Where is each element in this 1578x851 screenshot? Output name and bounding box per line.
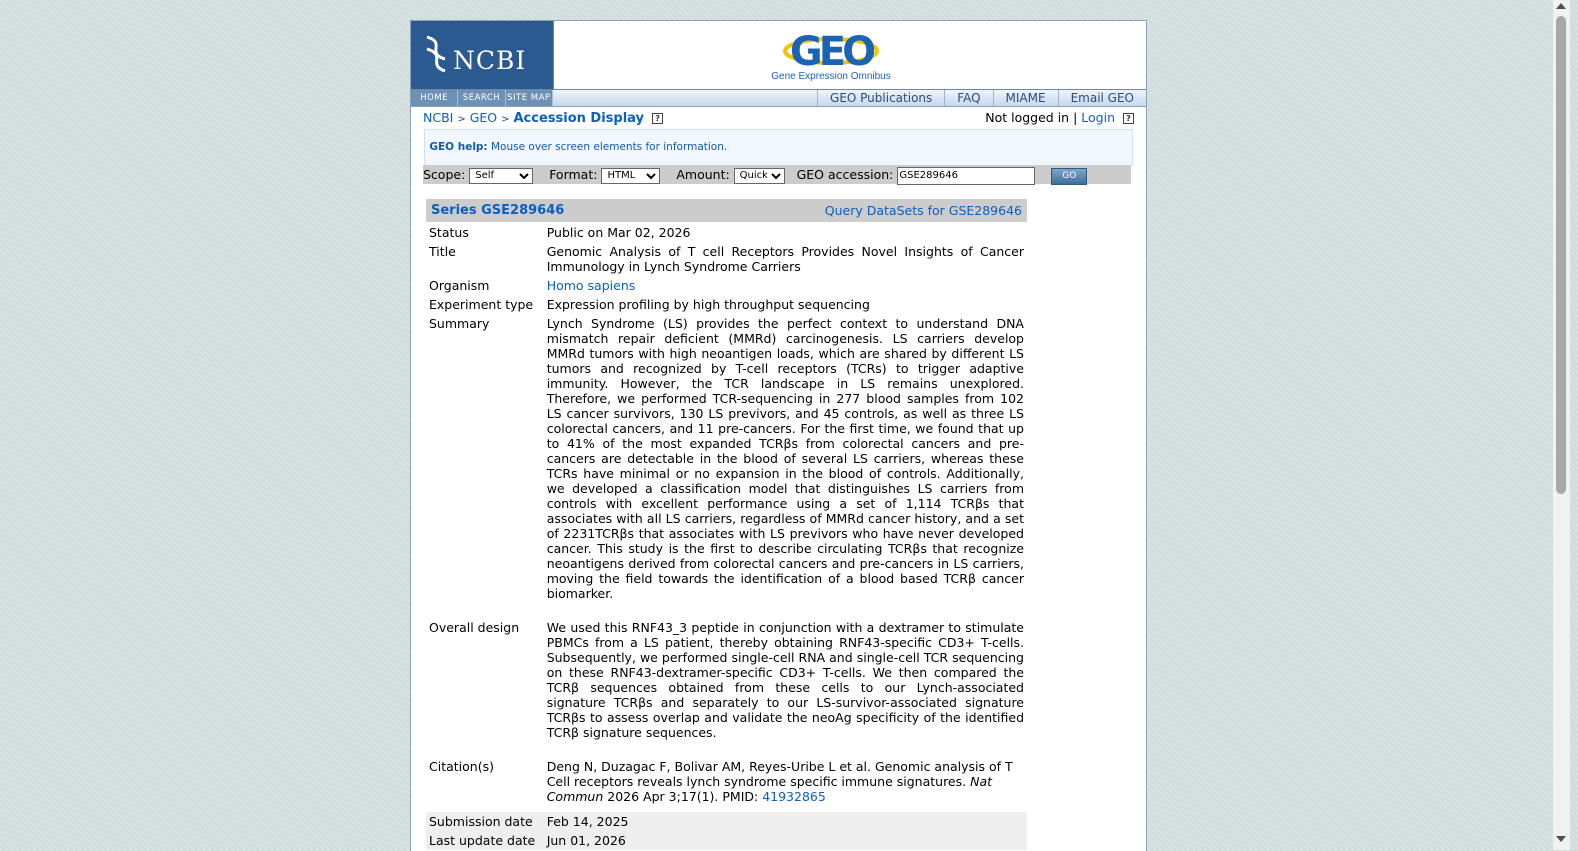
status-key: Status (429, 225, 469, 240)
go-button[interactable]: GO (1051, 168, 1087, 185)
login-area (985, 110, 1134, 125)
nav-home[interactable]: HOME (411, 90, 458, 106)
nav-site-map[interactable]: SITE MAP (506, 90, 553, 106)
geo-help-box (424, 129, 1133, 166)
nav-miame[interactable]: MIAME (993, 90, 1058, 106)
submission-date-key: Submission date (426, 812, 544, 831)
nav-bar (411, 90, 1146, 107)
scope-label: Scope: (423, 167, 466, 182)
geo-logo-text: GEO (789, 29, 873, 71)
page-scrollbar[interactable] (1553, 0, 1570, 850)
experiment-type-value: Expression profiling by high throughput sequencing (546, 297, 870, 312)
nav-search[interactable]: SEARCH (458, 90, 505, 106)
login-help-icon[interactable]: ? (1123, 113, 1134, 124)
submission-date-value: Feb 14, 2025 (544, 812, 1027, 831)
ncbi-helix-icon (421, 33, 451, 73)
amount-label: Amount: (676, 167, 730, 182)
geo-help-label: GEO help: (429, 141, 488, 153)
series-header (426, 199, 1027, 222)
breadcrumb-separator: > (457, 114, 466, 125)
overall-design-value: We used this RNF43_3 peptide in conjunction with a dextramer to stimulate PBMCs from a LS patient, thereby obtaining RNF43-specific CD3+ T-cells. Subsequently, we performed single-cell RNA and single-cell TCR sequencing on these RNF43-dextramer-specific CD3+ T-cells. We then compared the TCRβ sequences obtained from these cells to our Lynch-associated signature TCRβs and separately to our LS-survivor-associated signature TCRβs to assess overlap and validate the neoAg specificity of the identified TCRβ signature sequences. (546, 620, 1024, 740)
format-label: Format: (549, 167, 598, 182)
last-update-value: Jun 01, 2026 (544, 831, 1027, 850)
help-icon[interactable]: ? (652, 113, 663, 124)
table-row (426, 757, 1027, 812)
ncbi-label: NCBI (453, 46, 527, 75)
ncbi-nav (411, 90, 553, 106)
login-link[interactable]: Login (1081, 110, 1116, 125)
table-row (426, 812, 1027, 831)
nav-faq[interactable]: FAQ (944, 90, 992, 106)
breadcrumb (423, 110, 663, 126)
status-value: Public on Mar 02, 2026 (546, 225, 691, 240)
summary-key: Summary (429, 316, 490, 331)
geo-logo-icon (781, 27, 881, 71)
breadcrumb-geo[interactable]: GEO (469, 110, 498, 125)
query-datasets-link[interactable]: Query DataSets for GSE289646 (824, 203, 1022, 218)
breadcrumb-ncbi[interactable]: NCBI (423, 110, 454, 125)
citation-value (544, 757, 1027, 812)
accession-input[interactable] (897, 167, 1035, 185)
title-key: Title (429, 244, 456, 259)
organism-link[interactable]: Homo sapiens (546, 278, 636, 293)
citation-journal: Nat Commun (546, 774, 993, 804)
title-value: Genomic Analysis of T cell Receptors Provides Novel Insights of Cancer Immunology in Lynch Syndrome Carriers (546, 244, 1024, 274)
scroll-down-icon[interactable] (1556, 836, 1566, 842)
experiment-type-key: Experiment type (429, 297, 534, 312)
last-update-key: Last update date (426, 831, 544, 850)
citation-key: Citation(s) (429, 759, 494, 774)
banner (411, 21, 1146, 90)
format-select[interactable] (601, 168, 660, 184)
series-title: Series GSE289646 (431, 203, 565, 218)
amount-select[interactable] (734, 168, 785, 184)
scrollbar-thumb[interactable] (1556, 16, 1566, 494)
citation-date: 2026 Apr 3;17(1). PMID: (607, 789, 759, 804)
accession-label: GEO accession: (796, 167, 894, 182)
breadcrumb-current: Accession Display (513, 111, 645, 126)
geo-nav (817, 90, 1146, 106)
table-row (426, 242, 1027, 276)
table-row (426, 276, 1027, 295)
summary-value: Lynch Syndrome (LS) provides the perfect context to understand DNA mismatch repair deficient (MMRd) carcinogenesis. LS carriers develop MMRd tumors with high neoantigen loads, which are shared by different LS tumors and recognized by T-cell receptors (TCRs) to trigger adaptive immunity. However, the TCR landscape in LS remains unexplored. Therefore, we performed TCR-sequencing in 277 blood samples from 102 LS cancer survivors, 130 LS previvors, and 45 controls, as well as three LS colorectal cancers, and 11 pre-cancers. For the first time, we found that up to 41% of the most expanded TCRβs from colorectal cancers and pre-cancers are detectable in the blood of several LS carriers, whereas these TCRs have minimal or no expansion in the blood of controls. Additionally, we developed a classification model that distinguishes LS carriers from controls with excellent performance using a set of 1,114 TCRβs that associates with all LS carriers, regardless of MMRd cancer history, and a set of 2231TCRβs that associates with LS previvors who have never developed cancer. This study is the first to describe circulating TCRβs that recognize neoantigens derived from colorectal cancers and pre-cancers in LS carriers, moving the field towards the identification of a blood based TCRβ cancer biomarker. (546, 316, 1024, 601)
breadcrumb-separator: > (501, 114, 510, 125)
accession-form (423, 165, 1131, 184)
series-panel (426, 199, 1027, 850)
scope-select[interactable] (469, 168, 533, 184)
nav-email-geo[interactable]: Email GEO (1058, 90, 1146, 106)
table-row (426, 618, 1027, 757)
organism-key: Organism (429, 278, 490, 293)
scroll-up-icon[interactable] (1556, 3, 1566, 9)
overall-design-key: Overall design (429, 620, 520, 635)
table-row (426, 223, 1027, 242)
geo-logo[interactable] (781, 27, 881, 71)
series-info-table (426, 223, 1027, 850)
login-status: Not logged in (985, 110, 1070, 125)
pmid-link[interactable]: 41932865 (762, 789, 826, 804)
geo-subtitle: Gene Expression Omnibus (771, 71, 891, 82)
table-row (426, 295, 1027, 314)
table-row (426, 314, 1027, 618)
table-row (426, 831, 1027, 850)
page-container (410, 20, 1147, 851)
citation-text: Deng N, Duzagac F, Bolivar AM, Reyes-Uribe L et al. Genomic analysis of T Cell receptors reveals lynch syndrome specific immune signatures. (546, 759, 1013, 789)
geo-help-text: Mouse over screen elements for information. (490, 141, 728, 153)
nav-geo-publications[interactable]: GEO Publications (817, 90, 944, 106)
login-separator: | (1073, 110, 1078, 125)
ncbi-logo[interactable] (411, 21, 554, 89)
